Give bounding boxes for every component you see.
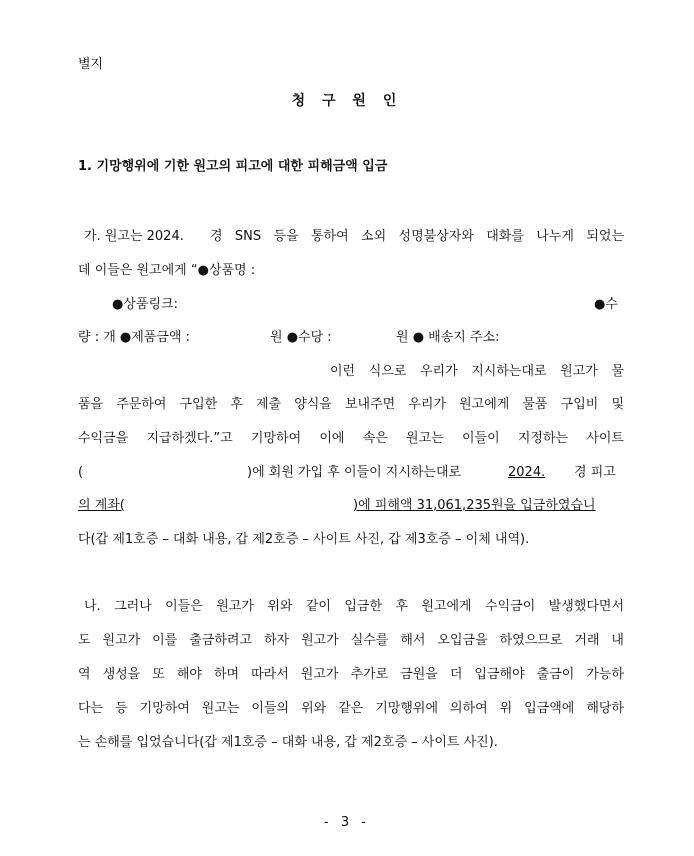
para-na-line5: 는 손해를 입었습니다(갑 제1호증 – 대화 내용, 갑 제2호증 – 사이트 사진). bbox=[78, 735, 498, 750]
para-ga-line8-date: 2024. bbox=[508, 465, 546, 480]
para-ga-line8-paren: ( bbox=[78, 465, 84, 480]
para-ga-line7: 수익금을 지급하겠다.”고 기망하여 이에 속은 원고는 이들이 지정하는 사이트 bbox=[78, 431, 624, 446]
para-na-line3: 역 생성을 또 해야 하며 따라서 원고가 추가로 금원을 더 입금해야 출금이 가능하 bbox=[78, 667, 624, 682]
para-ga-line8-end: 경 피고 bbox=[574, 465, 616, 480]
section-heading: 1. 기망행위에 기한 원고의 피고에 대한 피해금액 입금 bbox=[78, 159, 388, 174]
para-ga-line4-a: 량 : 개 ●제품금액 : bbox=[78, 330, 190, 345]
para-ga-line9-end bbox=[353, 497, 596, 515]
para-ga-line6: 품을 주문하여 구입한 후 제출 양식을 보내주면 우리가 원고에게 물품 구입비 및 bbox=[78, 397, 624, 412]
para-na-line1: 나. 그러나 이들은 원고가 위와 같이 입금한 후 원고에게 수익금이 발생했다면서 bbox=[84, 599, 624, 614]
para-ga-line3-end: ●수 bbox=[594, 297, 618, 312]
page-title: 청 구 원 인 bbox=[291, 93, 403, 109]
para-ga-line3-start: ●상품링크: bbox=[112, 297, 178, 312]
para-ga-line8-mid: )에 회원 가입 후 이들이 지시하는대로 bbox=[247, 465, 462, 480]
para-ga-line4-b: 원 ●수당 : bbox=[270, 330, 332, 345]
para-ga-line1-end: 경 SNS 등을 통하여 소외 성명불상자와 대화를 나누게 되었는 bbox=[210, 229, 624, 244]
annex-label: 별지 bbox=[78, 57, 104, 72]
para-na-line2: 도 원고가 이를 출금하려고 하자 원고가 실수를 해서 오입금을 하였으므로 거래 내 bbox=[78, 633, 624, 648]
para-ga-line5: 이런 식으로 우리가 지시하는대로 원고가 물 bbox=[330, 364, 624, 379]
para-ga-line1-start: 가. 원고는 2024. bbox=[84, 229, 184, 244]
page-number: - 3 - bbox=[324, 815, 370, 830]
para-ga-line9-start: 의 계좌( bbox=[78, 498, 125, 513]
para-ga-line2: 데 이들은 원고에게 “●상품명 : bbox=[78, 263, 256, 278]
para-ga-line10: 다(갑 제1호증 – 대화 내용, 갑 제2호증 – 사이트 사진, 갑 제3호증 – 이체 내역). bbox=[78, 532, 530, 547]
damage-amount-text: )에 피해액 31,061,235원을 입금하였습니 bbox=[353, 498, 596, 513]
para-na-line4: 다는 등 기망하여 원고는 이들의 위와 같은 기망행위에 의하여 위 입금액에 해당하 bbox=[78, 701, 624, 716]
para-ga-line4-c: 원 ● 배송지 주소: bbox=[396, 330, 500, 345]
